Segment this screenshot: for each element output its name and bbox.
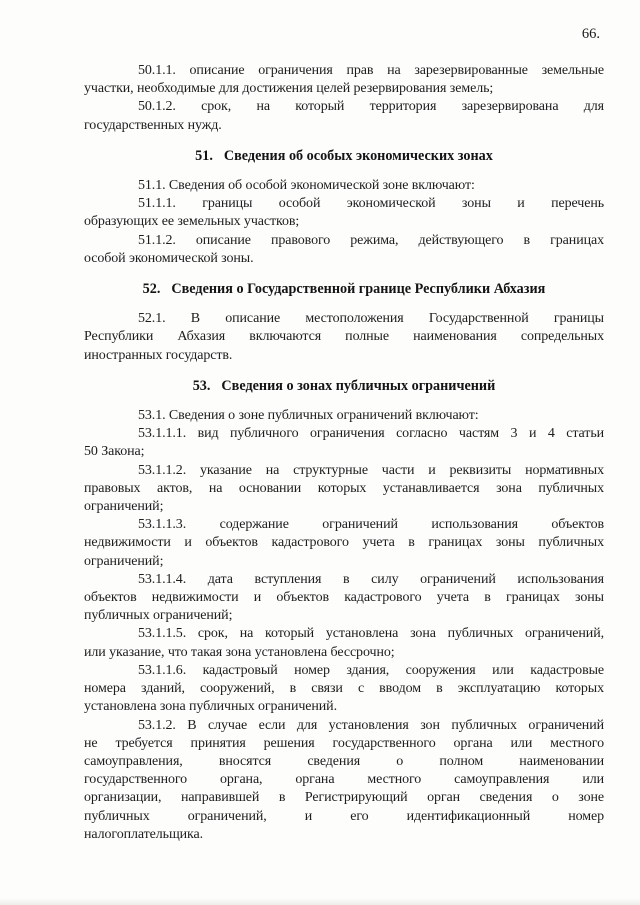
paragraph-line: ограничений; — [84, 499, 164, 515]
paragraph-line: публичных ограничений, и его идентификационный номер — [84, 808, 604, 824]
section-title: Сведения о зонах публичных ограничений — [221, 377, 496, 394]
paragraph-line: объектов недвижимости и объектов кадастрового учета в границах зоны — [84, 590, 604, 606]
paragraph — [84, 195, 604, 231]
paragraph-line: 53.1.2. В случае если для установления зон публичных ограничений — [138, 717, 604, 733]
paragraph — [84, 571, 604, 626]
paragraph — [84, 62, 604, 98]
paragraph-line: правовых актов, на основании которых устанавливается зона публичных — [84, 480, 604, 496]
paragraph — [84, 516, 604, 571]
paragraph-line: или указание, что такая зона установлена бессрочно; — [84, 644, 395, 660]
paragraph-line: организации, направившей в Регистрирующий орган сведения о зоне — [84, 790, 604, 806]
section-title: Сведения о Государственной границе Республики Абхазия — [171, 281, 546, 298]
paragraph — [84, 407, 604, 425]
paragraph — [84, 98, 604, 134]
paragraph-line: 52.1. В описание местоположения Государственной границы — [138, 311, 604, 327]
paragraph-line: 51.1.1. границы особой экономической зоны и перечень — [138, 196, 604, 212]
section-number: 51. — [195, 147, 213, 164]
paragraph — [84, 462, 604, 517]
paragraph-line: 53.1.1.1. вид публичного ограничения согласно частям 3 и 4 статьи — [138, 426, 604, 442]
paragraph-line: 53.1.1.3. содержание ограничений использования объектов — [138, 517, 604, 533]
paragraph — [84, 662, 604, 717]
section-title: Сведения об особых экономических зонах — [223, 147, 493, 164]
section-number: 52. — [142, 281, 161, 298]
paragraph-line: образующих ее земельных участков; — [84, 214, 300, 230]
paragraph-line: публичных ограничений; — [84, 608, 233, 624]
paragraph-line: участки, необходимые для достижения целей резервирования земель; — [84, 81, 494, 97]
paragraph-line: государственного органа, органа местного самоуправления или — [84, 772, 604, 788]
paragraph-line: 53.1.1.6. кадастровый номер здания, сооружения или кадастровые — [138, 662, 604, 678]
paragraph-line: иностранных государств. — [84, 347, 233, 363]
paragraph — [84, 232, 604, 268]
paragraph-line: государственных нужд. — [84, 117, 222, 133]
paragraph — [84, 625, 604, 661]
paragraph — [84, 310, 604, 365]
paragraph-line: 51.1.2. описание правового режима, действующего в границах — [138, 232, 604, 248]
paragraph — [84, 425, 604, 461]
paragraph-line: установлена зона публичных ограничений. — [84, 699, 337, 715]
paragraph-line: 53.1. Сведения о зоне публичных ограничений включают: — [138, 408, 479, 424]
paragraph-line: ограничений; — [84, 553, 164, 569]
paragraph-line: 50 Закона; — [84, 444, 145, 460]
section-heading — [84, 377, 604, 395]
document-content — [84, 62, 604, 844]
paragraph-line: 51.1. Сведения об особой экономической зоне включают: — [138, 178, 475, 194]
section-heading — [84, 280, 604, 298]
paragraph-line: Республики Абхазия включаются полные наименования сопредельных — [84, 329, 604, 345]
section-heading — [84, 147, 604, 165]
paragraph-line: налогоплательщика. — [84, 826, 204, 842]
paragraph-line: 53.1.1.2. указание на структурные части и реквизиты нормативных — [138, 462, 604, 478]
paragraph-line: 53.1.1.4. дата вступления в силу ограничений использования — [138, 571, 604, 587]
paragraph-line: особой экономической зоны. — [84, 250, 254, 266]
section-number: 53. — [192, 377, 211, 394]
paragraph-line: недвижимости и объектов кадастрового учета в границах зоны публичных — [84, 535, 604, 551]
paragraph-line: 50.1.2. срок, на который территория зарезервирована для — [138, 99, 604, 115]
page-number: 66. — [581, 26, 600, 42]
paragraph — [84, 177, 604, 195]
paragraph-line: 50.1.1. описание ограничения прав на зарезервированные земельные — [138, 63, 604, 78]
paragraph-line: самоуправления, вносятся сведения о полном наименовании — [84, 753, 604, 769]
scan-artifact — [0, 898, 640, 905]
paragraph-line: номера зданий, сооружений, в связи с вводом в эксплуатацию которых — [84, 681, 604, 697]
paragraph-line: не требуется принятия решения государственного органа или местного — [84, 735, 604, 751]
paragraph — [84, 717, 604, 844]
paragraph-line: 53.1.1.5. срок, на который установлена зона публичных ограничений, — [138, 626, 604, 642]
